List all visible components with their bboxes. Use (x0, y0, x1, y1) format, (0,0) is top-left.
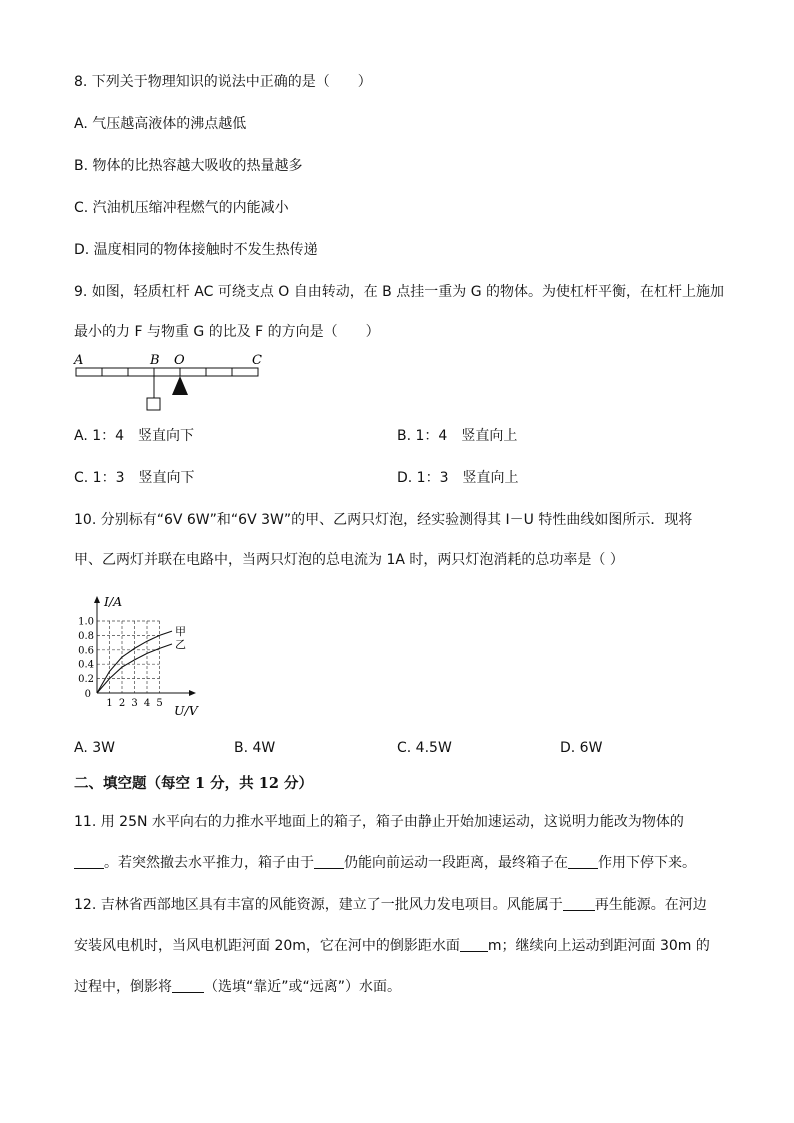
q9-option-c: C. 1：3 竖直向下 (74, 470, 195, 486)
answer-blank[interactable] (172, 978, 204, 993)
q12-line3-b: （选填“靠近”或“远离”）水面。 (204, 979, 402, 995)
q12-line3 (74, 977, 401, 997)
iu-curve-chart (70, 588, 210, 718)
answer-blank[interactable] (314, 854, 344, 869)
q9-stem-line2: 最小的力 F 与物重 G 的比及 F 的方向是（ ） (74, 324, 380, 340)
x-tick-label: 4 (143, 698, 151, 709)
q12-line2 (74, 936, 710, 956)
lever-figure (70, 352, 270, 416)
series-label: 乙 (175, 638, 186, 652)
q11-line2 (74, 853, 696, 873)
section-fill-in-title: 二、填空题（每空 1 分，共 12 分） (74, 775, 313, 792)
answer-blank[interactable] (460, 937, 488, 952)
q10-option-b: B. 4W (234, 740, 276, 756)
q11-line2-b: 仍能向前运动一段距离，最终箱子在 (344, 855, 568, 871)
x-tick-label: 1 (106, 698, 113, 709)
y-tick-label: 1.0 (78, 616, 94, 628)
q12-line3-a: 过程中，倒影将 (74, 979, 172, 995)
q8-option-c: C. 汽油机压缩冲程燃气的内能减小 (74, 200, 289, 216)
answer-blank[interactable] (568, 854, 598, 869)
lever-label-b: B (150, 353, 160, 368)
q8-option-a: A. 气压越高液体的沸点越低 (74, 116, 247, 132)
q12-line1 (74, 895, 707, 915)
q11-line1: 11. 用 25N 水平向右的力推水平地面上的箱子，箱子由静止开始加速运动，这说明力能改为物体的 (74, 814, 684, 830)
x-axis-arrow (189, 690, 196, 696)
fulcrum-triangle (172, 376, 188, 395)
q8-option-d: D. 温度相同的物体接触时不发生热传递 (74, 242, 318, 258)
x-tick-label: 3 (131, 698, 138, 709)
q9-option-d: D. 1：3 竖直向上 (397, 470, 519, 486)
lever-segment-dividers (102, 368, 232, 376)
q8-option-b: B. 物体的比热容越大吸收的热量越多 (74, 158, 303, 174)
origin-label: 0 (84, 689, 91, 700)
x-tick-label: 2 (118, 698, 126, 709)
y-tick-label: 0.4 (78, 659, 94, 671)
q12-line2-a: 安装风电机时，当风电机距河面 20m，它在河中的倒影距水面 (74, 938, 460, 954)
q9-option-a: A. 1：4 竖直向下 (74, 428, 195, 444)
y-tick-label: 0.2 (78, 674, 94, 686)
lever-label-a: A (74, 353, 84, 368)
x-tick-label: 5 (156, 698, 163, 709)
q10-stem-line2: 甲、乙两灯并联在电路中，当两只灯泡的总电流为 1A 时，两只灯泡消耗的总功率是（ ） (74, 552, 624, 568)
answer-blank[interactable] (563, 896, 595, 911)
q9-option-b: B. 1：4 竖直向上 (397, 428, 518, 444)
y-tick-label: 0.6 (78, 645, 94, 657)
y-axis-arrow (94, 596, 100, 603)
lever-bar (76, 368, 258, 376)
y-axis-title: I/A (104, 594, 123, 609)
q12-line2-b: m；继续向上运动到距河面 30m 的 (487, 938, 710, 954)
q10-option-c: C. 4.5W (397, 740, 452, 756)
lever-label-o: O (174, 353, 185, 368)
y-tick-label: 0.8 (78, 630, 94, 642)
answer-blank[interactable] (74, 854, 104, 869)
q11-line2-c: 作用下停下来。 (598, 855, 696, 871)
q10-option-d: D. 6W (560, 740, 603, 756)
q9-stem-line1: 9. 如图，轻质杠杆 AC 可绕支点 O 自由转动，在 B 点挂一重为 G 的物体。为使杠杆平衡，在杠杆上施加 (74, 284, 724, 300)
lever-label-c: C (252, 353, 262, 368)
q12-line1-b: 再生能源。在河边 (594, 897, 707, 913)
q11-line2-a: 。若突然撤去水平推力，箱子由于 (104, 855, 314, 871)
q12-line1-a: 12. 吉林省西部地区具有丰富的风能资源，建立了一批风力发电项目。风能属于 (74, 897, 563, 913)
q8-stem: 8. 下列关于物理知识的说法中正确的是（ ） (74, 74, 372, 90)
x-axis-title: U/V (174, 703, 198, 718)
q10-option-a: A. 3W (74, 740, 115, 756)
q10-stem-line1: 10. 分别标有“6V 6W”和“6V 3W”的甲、乙两只灯泡，经实验测得其 I－U 特性曲线如图所示．现将 (74, 512, 693, 528)
series-label: 甲 (175, 625, 186, 639)
hanging-weight (147, 398, 160, 410)
